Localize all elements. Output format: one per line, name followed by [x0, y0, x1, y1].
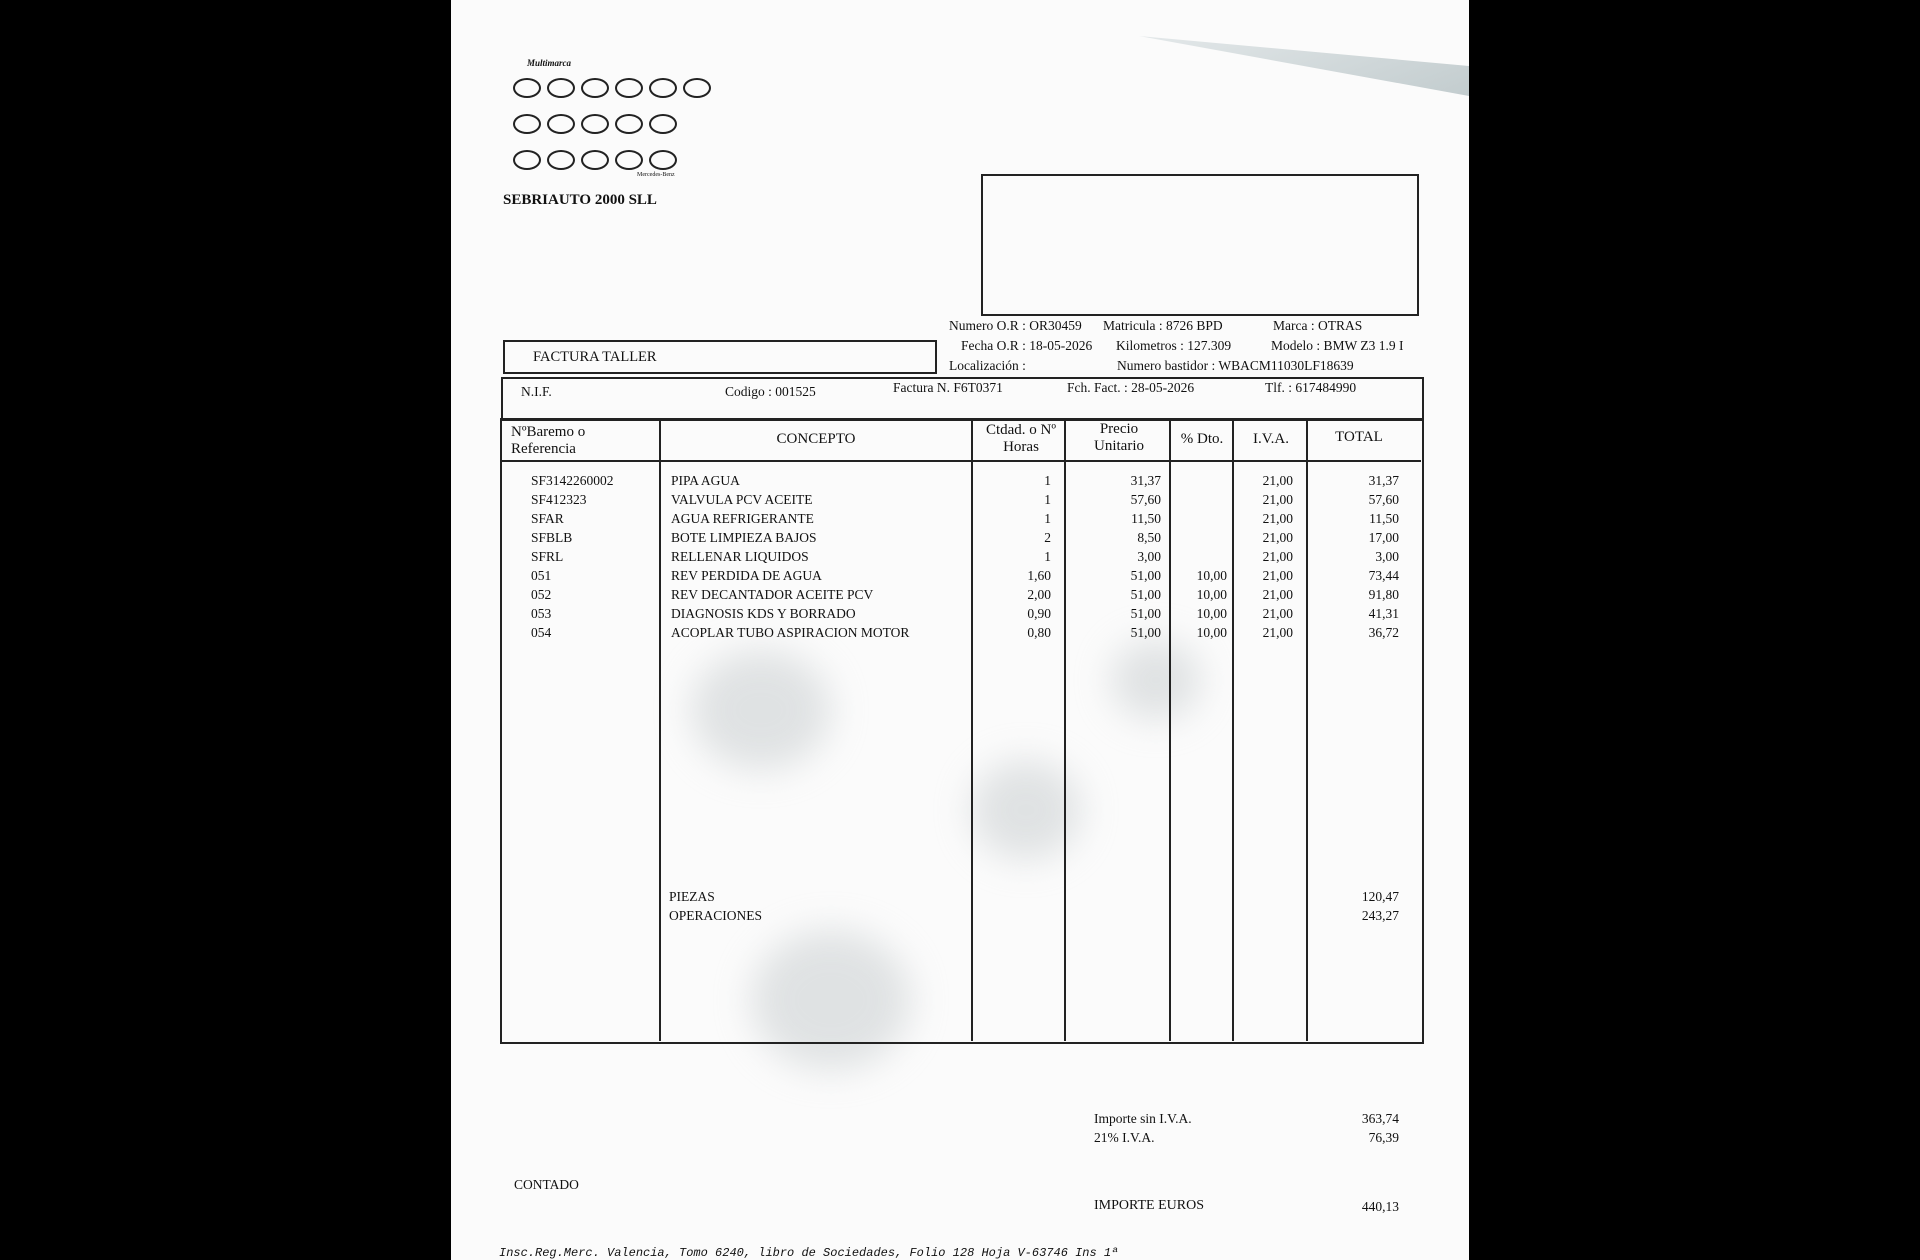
- col-header-cantidad: Ctdad. o Nº Horas: [985, 422, 1057, 455]
- row-cantidad: 1: [1044, 492, 1051, 507]
- operaciones-label: OPERACIONES: [669, 908, 763, 923]
- row-concepto: DIAGNOSIS KDS Y BORRADO: [671, 606, 856, 621]
- row-ref: SF3142260002: [531, 473, 614, 488]
- kia-logo-icon: [513, 78, 541, 98]
- logo-mercedes-text: Mercedes-Benz: [637, 172, 675, 178]
- row-total: 11,50: [1369, 511, 1399, 526]
- iva-value: 76,39: [1368, 1130, 1399, 1145]
- col-divider: [1306, 420, 1308, 1041]
- ford-logo-icon: [615, 150, 643, 170]
- brand-logos-row-3: [513, 150, 677, 170]
- row-iva: 21,00: [1262, 606, 1293, 621]
- folded-corner: [1139, 36, 1469, 96]
- row-ref: 052: [531, 587, 552, 602]
- ssangyong-logo-icon: [581, 114, 609, 134]
- doc-title-box: [503, 340, 937, 374]
- invoice-paper: [451, 0, 1469, 1260]
- brand-logos-row-1: [513, 78, 711, 98]
- row-dto: 10,00: [1196, 568, 1227, 583]
- opel-logo-icon: [581, 78, 609, 98]
- piezas-value: 120,47: [1361, 889, 1399, 904]
- importe-sin-iva-label: Importe sin I.V.A.: [1094, 1111, 1192, 1126]
- col-divider: [1169, 420, 1171, 1041]
- row-total: 91,80: [1368, 587, 1399, 602]
- row-precio: 3,00: [1137, 549, 1161, 564]
- address-box: [981, 174, 1419, 316]
- row-precio: 31,37: [1130, 473, 1161, 488]
- row-precio: 51,00: [1130, 625, 1161, 640]
- row-ref: SF412323: [531, 492, 587, 507]
- row-iva: 21,00: [1262, 625, 1293, 640]
- col-header-dto: % Dto.: [1180, 431, 1224, 447]
- col-header-precio: Precio Unitario: [1094, 421, 1144, 454]
- row-total: 31,37: [1368, 473, 1399, 488]
- fecha-factura: Fch. Fact. : 28-05-2026: [1067, 380, 1195, 395]
- citroen-logo-icon: [513, 114, 541, 134]
- row-concepto: REV PERDIDA DE AGUA: [671, 568, 822, 583]
- row-dto: 10,00: [1196, 606, 1227, 621]
- row-ref: SFRL: [531, 549, 564, 564]
- peugeot-logo-icon: [547, 78, 575, 98]
- row-precio: 51,00: [1130, 568, 1161, 583]
- col-header-concepto: CONCEPTO: [776, 431, 856, 447]
- col-header-ref: NºBaremo o Referencia: [511, 424, 586, 457]
- mercedes-logo-icon: [649, 150, 677, 170]
- col-header-iva: I.V.A.: [1253, 431, 1289, 447]
- row-iva: 21,00: [1262, 587, 1293, 602]
- row-total: 36,72: [1368, 625, 1399, 640]
- telefono: Tlf. : 617484990: [1265, 380, 1357, 395]
- row-precio: 57,60: [1130, 492, 1161, 507]
- matricula: Matricula : 8726 BPD: [1103, 318, 1223, 333]
- nissan-logo-icon: [581, 150, 609, 170]
- row-concepto: REV DECANTADOR ACEITE PCV: [671, 587, 874, 602]
- factura-numero: Factura N. F6T0371: [893, 380, 1003, 395]
- col-header-total: TOTAL: [1335, 429, 1383, 445]
- importe-euros-value: 440,13: [1361, 1199, 1399, 1214]
- row-cantidad: 2: [1044, 530, 1051, 545]
- table-header-divider: [502, 460, 1421, 462]
- row-total: 41,31: [1368, 606, 1399, 621]
- row-ref: SFBLB: [531, 530, 573, 545]
- row-concepto: RELLENAR LIQUIDOS: [671, 549, 809, 564]
- row-ref: SFAR: [531, 511, 564, 526]
- vw-logo-icon: [649, 78, 677, 98]
- row-ref: 053: [531, 606, 552, 621]
- company-name: SEBRIAUTO 2000 SLL: [503, 192, 657, 208]
- localizacion: Localización :: [949, 358, 1026, 373]
- hyundai-logo-icon: [547, 114, 575, 134]
- row-precio: 11,50: [1131, 511, 1161, 526]
- iva-label: 21% I.V.A.: [1094, 1130, 1155, 1145]
- fecha-or: Fecha O.R : 18-05-2026: [961, 338, 1093, 353]
- bosch-logo-icon: [513, 150, 541, 170]
- volvo-logo-icon: [649, 114, 677, 134]
- nif-label: N.I.F.: [521, 384, 552, 399]
- row-precio: 51,00: [1130, 587, 1161, 602]
- row-iva: 21,00: [1262, 492, 1293, 507]
- registry-footer: Insc.Reg.Merc. Valencia, Tomo 6240, libro de Sociedades, Folio 128 Hoja V-63746 Ins 1ª: [499, 1246, 1119, 1260]
- row-total: 57,60: [1368, 492, 1399, 507]
- row-concepto: BOTE LIMPIEZA BAJOS: [671, 530, 817, 545]
- renault-logo-icon: [547, 150, 575, 170]
- logo-multimarca-text: Multimarca: [527, 58, 572, 68]
- row-concepto: VALVULA PCV ACEITE: [671, 492, 813, 507]
- importe-sin-iva-value: 363,74: [1361, 1111, 1399, 1126]
- numero-bastidor: Numero bastidor : WBACM11030LF18639: [1117, 358, 1354, 373]
- row-precio: 8,50: [1137, 530, 1161, 545]
- row-total: 3,00: [1375, 549, 1399, 564]
- kilometros: Kilometros : 127.309: [1116, 338, 1232, 353]
- row-cantidad: 1: [1044, 549, 1051, 564]
- row-concepto: AGUA REFRIGERANTE: [671, 511, 814, 526]
- row-cantidad: 1: [1044, 511, 1051, 526]
- col-divider: [1232, 420, 1234, 1041]
- row-ref: 051: [531, 568, 552, 583]
- col-divider: [659, 420, 661, 1041]
- row-dto: 10,00: [1196, 625, 1227, 640]
- row-iva: 21,00: [1262, 568, 1293, 583]
- importe-euros-label: IMPORTE EUROS: [1094, 1198, 1205, 1213]
- row-iva: 21,00: [1262, 549, 1293, 564]
- col-divider: [971, 420, 973, 1041]
- piezas-label: PIEZAS: [669, 889, 715, 904]
- seat-logo-icon: [615, 78, 643, 98]
- modelo: Modelo : BMW Z3 1.9 I: [1271, 338, 1404, 353]
- row-total: 73,44: [1368, 568, 1399, 583]
- row-cantidad: 2,00: [1027, 587, 1051, 602]
- row-iva: 21,00: [1262, 511, 1293, 526]
- audi-logo-icon: [683, 78, 711, 98]
- row-ref: 054: [531, 625, 552, 640]
- row-total: 17,00: [1368, 530, 1399, 545]
- doc-title: FACTURA TALLER: [533, 349, 657, 365]
- payment-method: CONTADO: [514, 1177, 579, 1192]
- col-divider: [1064, 420, 1066, 1041]
- row-cantidad: 0,90: [1027, 606, 1051, 621]
- row-iva: 21,00: [1262, 473, 1293, 488]
- codigo: Codigo : 001525: [725, 384, 816, 399]
- row-cantidad: 0,80: [1027, 625, 1051, 640]
- row-concepto: ACOPLAR TUBO ASPIRACION MOTOR: [671, 625, 910, 640]
- row-cantidad: 1,60: [1027, 568, 1051, 583]
- row-cantidad: 1: [1044, 473, 1051, 488]
- row-dto: 10,00: [1196, 587, 1227, 602]
- numero-or: Numero O.R : OR30459: [949, 318, 1082, 333]
- row-iva: 21,00: [1262, 530, 1293, 545]
- subaru-logo-icon: [615, 114, 643, 134]
- brand-logos-row-2: [513, 114, 677, 134]
- row-precio: 51,00: [1130, 606, 1161, 621]
- row-concepto: PIPA AGUA: [671, 473, 740, 488]
- operaciones-value: 243,27: [1361, 908, 1399, 923]
- marca: Marca : OTRAS: [1273, 318, 1363, 333]
